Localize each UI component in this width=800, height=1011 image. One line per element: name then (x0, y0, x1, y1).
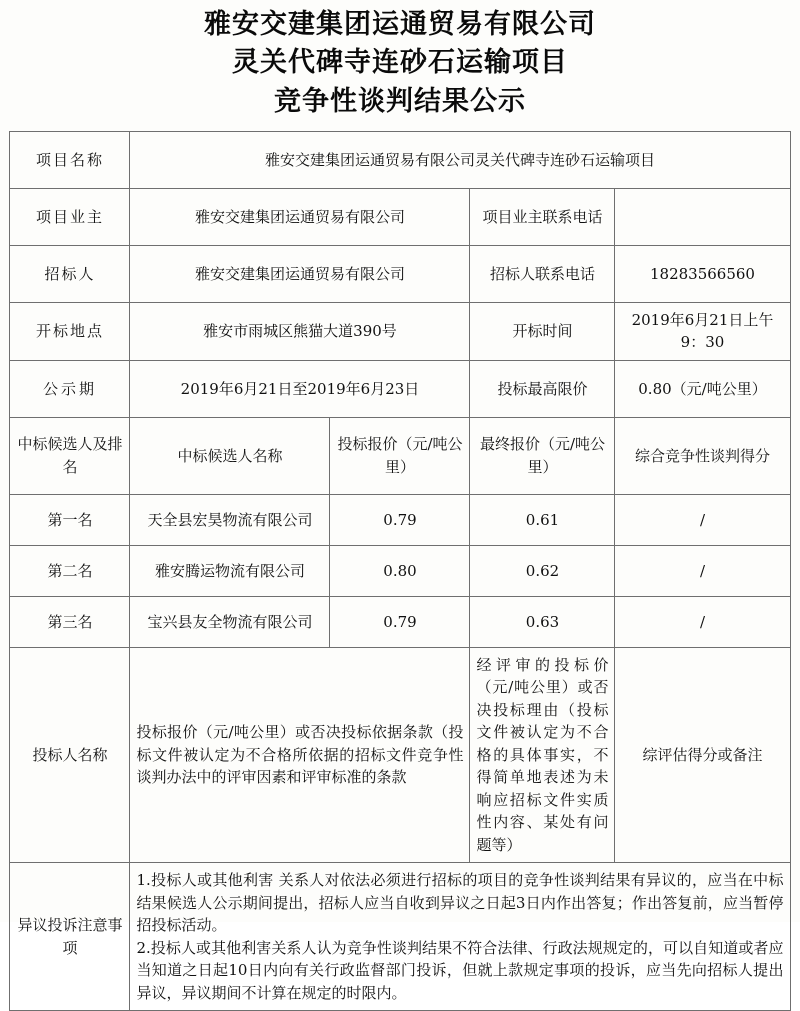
project-name-value: 雅安交建集团运通贸易有限公司灵关代碑寺连砂石运输项目 (130, 131, 790, 188)
bid-place-value: 雅安市雨城区熊猫大道390号 (130, 302, 470, 360)
candidates-col-final-price: 最终报价（元/吨公里） (470, 417, 615, 494)
candidate-final-price: 0.63 (470, 596, 615, 647)
notice-paragraph-1: 1.投标人或其他利害 关系人对依法必须进行招标的项目的竞争性谈判结果有异议的，应当在中标结果候选人公示期间提出，招标人应当自收到异议之日起3日内作出答复；作出答复前，应当暂停招投标活动。 (136, 871, 784, 935)
bidder-bid-price-criteria: 投标报价（元/吨公里）或否决投标依据条款（投标文件被认定为不合格所依据的招标文件竞争性谈判办法中的评审因素和评审标准的条款 (130, 647, 470, 863)
candidates-header-row (10, 417, 790, 494)
publicity-value: 2019年6月21日至2019年6月23日 (130, 360, 470, 417)
candidate-bid-price: 0.80 (330, 545, 470, 596)
max-price-value: 0.80（元/吨公里） (615, 360, 790, 417)
bid-time-label: 开标时间 (470, 302, 615, 360)
document-title (0, 0, 800, 131)
tenderee-label: 招标人 (10, 245, 130, 302)
table-row (10, 545, 790, 596)
owner-value: 雅安交建集团运通贸易有限公司 (130, 188, 470, 245)
candidate-name: 雅安腾运物流有限公司 (130, 545, 330, 596)
owner-phone-label: 项目业主联系电话 (470, 188, 615, 245)
candidates-col-bid-price: 投标报价（元/吨公里） (330, 417, 470, 494)
candidates-col-name: 中标候选人名称 (130, 417, 330, 494)
notice-row (10, 863, 790, 1011)
candidate-bid-price: 0.79 (330, 596, 470, 647)
notice-paragraph-2: 2.投标人或其他利害关系人认为竞争性谈判结果不符合法律、行政法规规定的，可以自知道或者应当知道之日起10日内向有关行政监督部门投诉，但就上款规定事项的投诉，应当先向招标人提出异议，异议期间不计算在规定的时限内。 (136, 938, 784, 1002)
candidate-final-price: 0.62 (470, 545, 615, 596)
max-price-label: 投标最高限价 (470, 360, 615, 417)
notice-content (130, 863, 790, 1011)
candidates-col-rank: 中标候选人及排名 (10, 417, 130, 494)
bidder-score-remark: 综评估得分或备注 (615, 647, 790, 863)
candidate-score: / (615, 494, 790, 545)
candidate-rank: 第一名 (10, 494, 130, 545)
candidate-score: / (615, 545, 790, 596)
candidate-rank: 第三名 (10, 596, 130, 647)
bidder-review-price-criteria: 经评审的投标价（元/吨公里）或否决投标理由（投标文件被认定为不合格的具体事实，不得简单地表述为未响应招标文件实质性内容、某处有问题等） (470, 647, 615, 863)
tenderee-phone-label: 招标人联系电话 (470, 245, 615, 302)
owner-label: 项目业主 (10, 188, 130, 245)
table-row (10, 494, 790, 545)
tenderee-value: 雅安交建集团运通贸易有限公司 (130, 245, 470, 302)
table-row-project-name (10, 131, 790, 188)
project-name-label: 项目名称 (10, 131, 130, 188)
bidder-criteria-row (10, 647, 790, 863)
table-row-publicity (10, 360, 790, 417)
bid-time-value: 2019年6月21日上午9：30 (615, 302, 790, 360)
title-line-1: 雅安交建集团运通贸易有限公司 (204, 9, 596, 40)
table-row-owner (10, 188, 790, 245)
owner-phone-value (615, 188, 790, 245)
candidate-name: 天全县宏昊物流有限公司 (130, 494, 330, 545)
candidate-name: 宝兴县友全物流有限公司 (130, 596, 330, 647)
candidates-col-score: 综合竞争性谈判得分 (615, 417, 790, 494)
title-line-2: 灵关代碑寺连砂石运输项目 (232, 47, 568, 79)
publicity-label: 公示期 (10, 360, 130, 417)
table-row (10, 596, 790, 647)
candidate-score: / (615, 596, 790, 647)
bidder-name-label: 投标人名称 (10, 647, 130, 863)
tenderee-phone-value: 18283566560 (615, 245, 790, 302)
candidate-bid-price: 0.79 (330, 494, 470, 545)
bid-result-table (9, 131, 790, 1011)
candidate-rank: 第二名 (10, 545, 130, 596)
notice-label: 异议投诉注意事项 (10, 863, 130, 1011)
candidate-final-price: 0.61 (470, 494, 615, 545)
title-line-3: 竞争性谈判结果公示 (274, 85, 526, 117)
bid-place-label: 开标地点 (10, 302, 130, 360)
table-row-bid-place (10, 302, 790, 360)
table-row-tenderee (10, 245, 790, 302)
